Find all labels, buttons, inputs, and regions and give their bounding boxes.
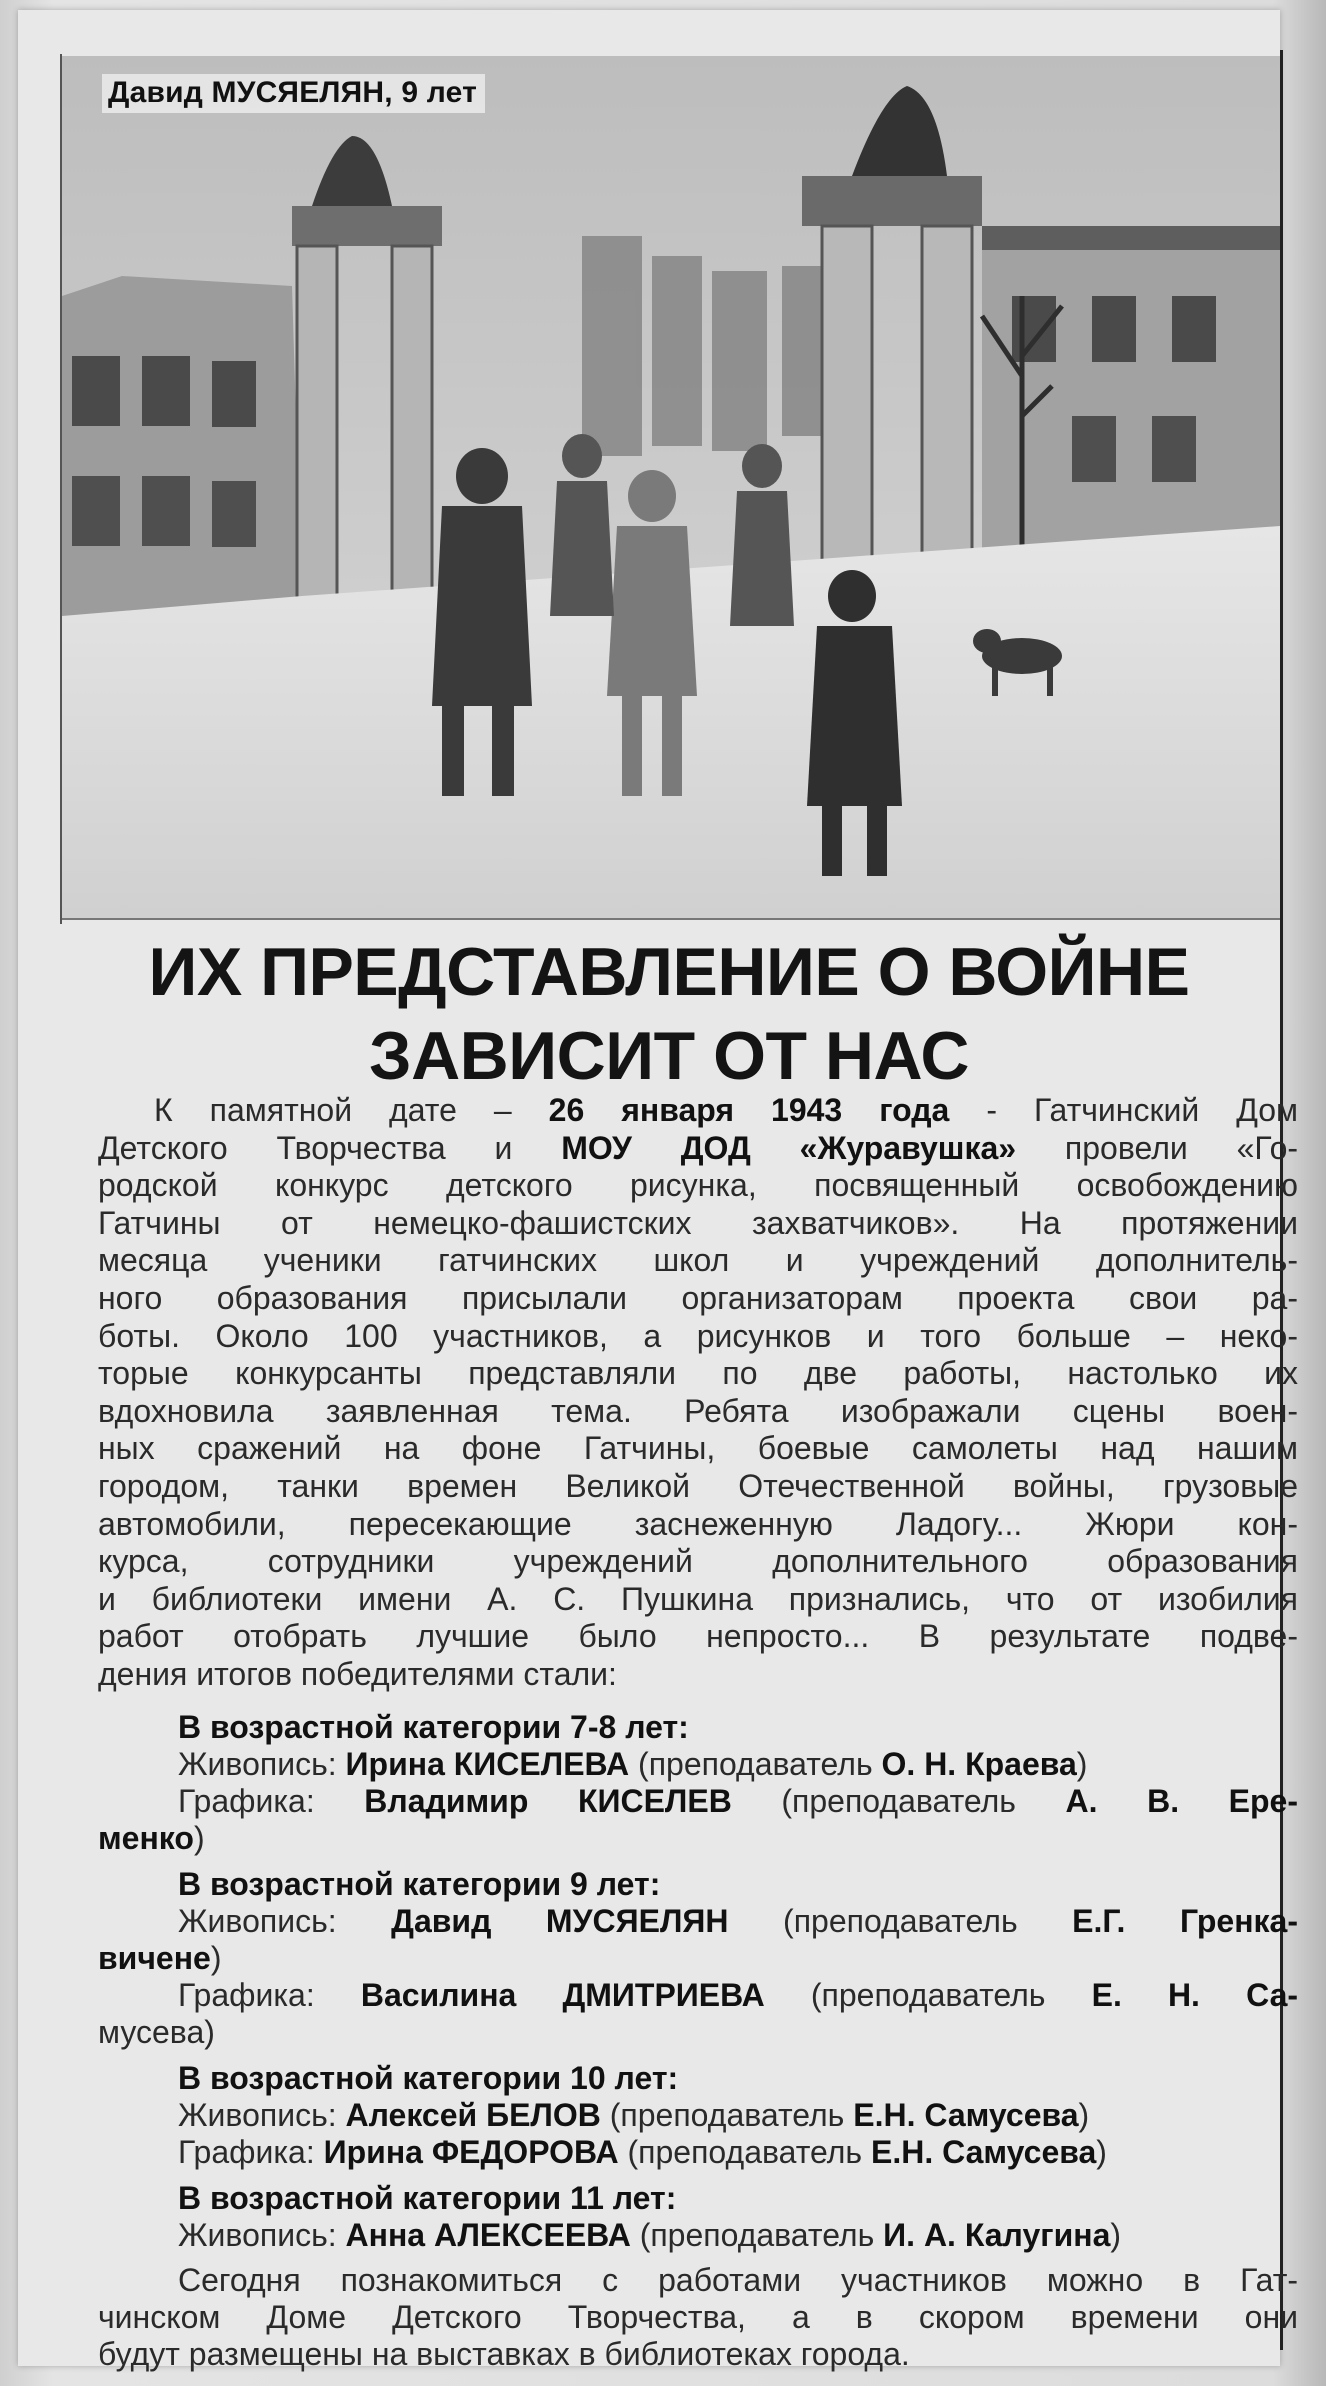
headline-line-2: ЗАВИСИТ ОТ НАС [368,1018,970,1094]
painting-winner: Живопись: Ирина КИСЕЛЕВА (преподаватель О. Н. Краева) [178,1746,1088,1782]
intro-line: торые конкурсанты представляли по две работы, настолько их [98,1355,1298,1392]
right-building [982,226,1280,566]
graphics-winner: Графика: Ирина ФЕДОРОВА (преподаватель Е.Н. Самусева) [178,2134,1107,2170]
illustration-caption: Давид МУСЯЕЛЯН, 9 лет [102,74,485,113]
intro-line: Гатчины от немецко-фашистских захватчиков». На протяжении [98,1204,1298,1241]
intro-line: автомобили, пересекающие заснеженную Ладогу... Жюри кон- [98,1505,1298,1542]
category-title: В возрастной категории 11 лет: [178,2180,677,2216]
article-headline [58,930,1280,1098]
painting-winner: Живопись: Давид МУСЯЕЛЯН (преподаватель Е.Г. Гренка- вичене) [98,1903,1299,1976]
intro-line: ных сражений на фоне Гатчины, боевые самолеты над нашим [98,1430,1298,1467]
article-closing [98,2262,1298,2373]
intro-line: дения итогов победителями стали: [98,1655,617,1692]
category-11 [98,2179,1298,2254]
closing-line: Сегодня познакомиться с работами участников можно в Гат- [178,2262,1298,2298]
left-building [62,276,302,646]
category-7-8 [98,1708,1298,1857]
drawing-svg [62,56,1280,918]
category-9 [98,1865,1298,2051]
painting-winner: Живопись: Анна АЛЕКСЕЕВА (преподаватель И. А. Калугина) [178,2217,1122,2253]
intro-line: вдохновила заявленная тема. Ребята изображали сцены воен- [98,1392,1298,1429]
intro-line: городом, танки времен Великой Отечественной войны, грузовые [98,1467,1298,1504]
intro-line: боты. Около 100 участников, а рисунков и того больше – неко- [98,1317,1298,1354]
category-title: В возрастной категории 9 лет: [178,1866,661,1902]
painting-winner: Живопись: Алексей БЕЛОВ (преподаватель Е.Н. Самусева) [178,2097,1090,2133]
intro-line: курса, сотрудники учреждений дополнительного образования [98,1543,1298,1580]
intro-line: К памятной дате – 26 января 1943 года - Гатчинский Дом [154,1092,1299,1128]
intro-line: родской конкурс детского рисунка, посвященный освобождению [98,1167,1298,1204]
graphics-winner: Графика: Василина ДМИТРИЕВА (преподаватель Е. Н. Са- мусева) [98,1977,1299,2050]
newspaper-clipping [18,10,1299,2372]
category-title: В возрастной категории 10 лет: [178,2060,679,2096]
intro-line: Детского Творчества и МОУ ДОД «Журавушка» провели «Го- [98,1129,1299,1166]
closing-line: чинском Доме Детского Творчества, а в скором времени они [98,2299,1298,2335]
category-title: В возрастной категории 7-8 лет: [178,1709,689,1745]
children-drawing-illustration [62,56,1280,920]
headline-line-1: ИХ ПРЕДСТАВЛЕНИЕ О ВОЙНЕ [148,934,1190,1010]
graphics-winner: Графика: Владимир КИСЕЛЕВ (преподаватель А. В. Ере- менко) [98,1783,1299,1856]
intro-line: месяца ученики гатчинских школ и учреждений дополнитель- [98,1242,1298,1279]
winners-list [98,1708,1298,2373]
category-10 [98,2059,1298,2171]
intro-line: ного образования присылали организаторам проекта свои ра- [98,1279,1298,1316]
closing-line: будут размещены на выставках в библиотеках города. [98,2336,910,2372]
intro-line: работ отобрать лучшие было непросто... В результате подве- [98,1618,1298,1655]
article-intro [98,1092,1298,1694]
intro-line: и библиотеки имени А. С. Пушкина признались, что от изобилия [98,1580,1298,1617]
